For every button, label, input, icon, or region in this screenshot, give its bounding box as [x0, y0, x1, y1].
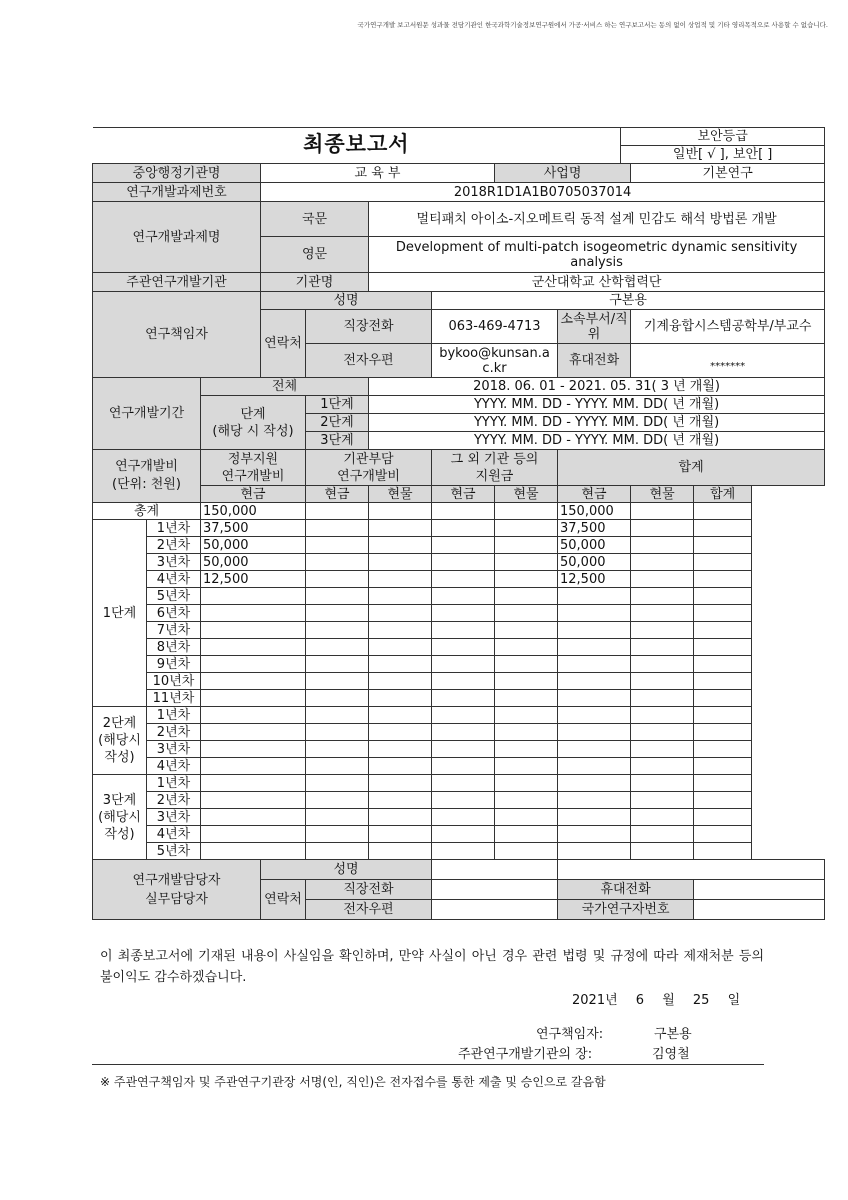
table-cell — [432, 707, 495, 724]
pi-signature-label: 연구책임자: — [536, 1027, 604, 1042]
table-cell — [631, 792, 694, 809]
table-cell — [694, 503, 752, 520]
table-cell — [201, 758, 306, 775]
table-cell: 37,500 — [201, 520, 306, 537]
table-cell — [201, 690, 306, 707]
table-cell — [631, 622, 694, 639]
year-label: 4년차 — [147, 826, 201, 843]
table-cell — [201, 809, 306, 826]
table-cell — [558, 690, 631, 707]
table-cell — [306, 707, 369, 724]
table-cell — [306, 622, 369, 639]
staff-label: 연구개발담당자 실무담당자 — [93, 860, 261, 920]
table-cell — [495, 741, 558, 758]
table-cell — [495, 843, 558, 860]
table-cell — [306, 775, 369, 792]
table-row — [93, 741, 825, 758]
table-row — [93, 622, 825, 639]
table-row — [93, 707, 825, 724]
table-cell — [495, 690, 558, 707]
table-cell — [694, 605, 752, 622]
budget-label: 연구개발비 (단위: 천원) — [93, 450, 201, 503]
table-cell — [694, 588, 752, 605]
table-cell — [306, 690, 369, 707]
table-cell — [201, 707, 306, 724]
period-total-value: 2018. 06. 01 - 2021. 05. 31( 3 년 개월) — [369, 378, 825, 396]
table-cell — [694, 571, 752, 588]
table-cell — [694, 809, 752, 826]
table-cell — [432, 775, 495, 792]
table-cell — [369, 809, 432, 826]
institution-name-value: 군산대학교 산학협력단 — [369, 273, 825, 292]
table-cell — [631, 690, 694, 707]
date-month: 6 월 — [635, 993, 675, 1008]
inst-cash-header: 현금 — [306, 486, 369, 503]
table-cell — [432, 639, 495, 656]
other-cash-header: 현금 — [432, 486, 495, 503]
year-label: 6년차 — [147, 605, 201, 622]
head-signature-label: 주관연구개발기관의 장: — [458, 1047, 593, 1062]
table-cell — [495, 503, 558, 520]
table-cell: 50,000 — [558, 537, 631, 554]
year-label: 11년차 — [147, 690, 201, 707]
table-cell — [369, 605, 432, 622]
table-cell — [369, 690, 432, 707]
table-cell: 37,500 — [558, 520, 631, 537]
pledge-text: 이 최종보고서에 기재된 내용이 사실임을 확인하며, 만약 사실이 아닌 경우 관련 법령 및 규정에 따라 제재처분 등의 불이익도 감수하겠습니다. — [100, 949, 764, 985]
table-cell — [694, 843, 752, 860]
table-cell — [432, 724, 495, 741]
head-signature-name: 김영철 — [652, 1047, 690, 1062]
period-stage-1-label: 1단계 — [306, 396, 369, 414]
table-cell — [694, 792, 752, 809]
table-row — [93, 588, 825, 605]
table-cell — [432, 605, 495, 622]
budget-other-header: 그 외 기관 등의 지원금 — [432, 450, 558, 486]
table-cell — [495, 724, 558, 741]
table-cell — [558, 673, 631, 690]
table-cell — [631, 758, 694, 775]
table-cell — [558, 622, 631, 639]
table-row — [93, 520, 825, 537]
table-cell: 50,000 — [558, 554, 631, 571]
table-cell — [495, 554, 558, 571]
security-level-label: 보안등급 — [621, 128, 825, 146]
table-cell — [306, 520, 369, 537]
table-cell — [694, 724, 752, 741]
table-row — [93, 758, 825, 775]
pi-signature-name: 구본용 — [654, 1027, 692, 1042]
table-cell — [369, 843, 432, 860]
pi-name-value: 구본용 — [432, 292, 825, 310]
table-row — [93, 843, 825, 860]
table-cell — [432, 571, 495, 588]
table-cell — [306, 826, 369, 843]
table-cell — [558, 741, 631, 758]
budget-total-header: 합계 — [558, 450, 825, 486]
table-cell — [495, 775, 558, 792]
table-cell — [631, 520, 694, 537]
table-cell — [201, 622, 306, 639]
table-cell — [631, 707, 694, 724]
table-row — [93, 537, 825, 554]
table-cell — [631, 809, 694, 826]
table-cell — [631, 571, 694, 588]
table-row — [93, 775, 825, 792]
table-cell — [432, 537, 495, 554]
table-cell: 50,000 — [201, 537, 306, 554]
table-cell — [201, 605, 306, 622]
table-cell — [694, 690, 752, 707]
year-label: 9년차 — [147, 656, 201, 673]
table-row — [93, 792, 825, 809]
table-cell — [201, 826, 306, 843]
table-cell — [694, 537, 752, 554]
table-cell — [306, 843, 369, 860]
table-cell: 150,000 — [201, 503, 306, 520]
table-cell — [306, 741, 369, 758]
table-cell — [306, 792, 369, 809]
budget-gov-header: 정부지원 연구개발비 — [201, 450, 306, 486]
task-title-en-label: 영문 — [261, 237, 369, 273]
period-stage-label: 단계 (해당 시 작성) — [201, 396, 306, 450]
pi-mobile-value: ******* — [631, 344, 825, 378]
report-title: 최종보고서 — [93, 128, 621, 164]
gov-cash-header: 현금 — [201, 486, 306, 503]
table-cell — [495, 588, 558, 605]
table-cell — [495, 758, 558, 775]
period-stage-3-label: 3단계 — [306, 432, 369, 450]
table-cell — [558, 656, 631, 673]
table-cell — [558, 639, 631, 656]
other-kind-header: 현물 — [495, 486, 558, 503]
institution-label: 주관연구개발기관 — [93, 273, 261, 292]
pi-label: 연구책임자 — [93, 292, 261, 378]
table-cell — [558, 843, 631, 860]
table-cell — [631, 673, 694, 690]
table-cell — [495, 826, 558, 843]
period-label: 연구개발기간 — [93, 378, 201, 450]
report-date — [572, 989, 740, 1008]
table-cell — [495, 707, 558, 724]
table-cell — [306, 571, 369, 588]
table-cell — [495, 622, 558, 639]
table-cell — [558, 775, 631, 792]
table-cell — [495, 605, 558, 622]
staff-mobile-value — [694, 880, 825, 900]
year-label: 3년차 — [147, 554, 201, 571]
task-number-value: 2018R1D1A1B0705037014 — [261, 183, 825, 202]
table-row — [93, 554, 825, 571]
report-form-table — [92, 127, 825, 920]
table-cell — [306, 588, 369, 605]
table-cell — [631, 741, 694, 758]
program-value: 기본연구 — [631, 164, 825, 183]
pi-dept-value: 기계융합시스템공학부/부교수 — [631, 310, 825, 344]
table-cell — [306, 639, 369, 656]
table-cell: 50,000 — [201, 554, 306, 571]
budget-total-row-label: 총계 — [93, 503, 201, 520]
year-label: 4년차 — [147, 571, 201, 588]
table-cell — [495, 571, 558, 588]
pi-email-value: bykoo@kunsan.ac.kr — [432, 344, 558, 378]
table-cell — [201, 639, 306, 656]
table-cell — [432, 673, 495, 690]
table-cell — [694, 775, 752, 792]
table-row — [93, 605, 825, 622]
table-cell — [306, 554, 369, 571]
table-cell — [432, 503, 495, 520]
table-cell — [369, 571, 432, 588]
table-cell — [369, 826, 432, 843]
table-cell — [201, 673, 306, 690]
table-cell — [495, 792, 558, 809]
table-cell — [201, 775, 306, 792]
table-cell — [694, 673, 752, 690]
table-cell — [306, 537, 369, 554]
table-cell — [631, 826, 694, 843]
footer-divider — [92, 1064, 764, 1065]
agency-value: 교 육 부 — [261, 164, 495, 183]
table-cell — [694, 656, 752, 673]
table-cell — [631, 656, 694, 673]
year-label: 2년차 — [147, 792, 201, 809]
table-row — [93, 809, 825, 826]
table-cell — [306, 809, 369, 826]
staff-office-phone-label: 직장전화 — [306, 880, 432, 900]
table-row — [93, 571, 825, 588]
staff-email-value — [432, 900, 558, 920]
table-cell: 12,500 — [201, 571, 306, 588]
table-cell — [495, 809, 558, 826]
table-cell — [694, 707, 752, 724]
table-cell — [201, 792, 306, 809]
table-cell — [694, 826, 752, 843]
year-label: 10년차 — [147, 673, 201, 690]
task-number-label: 연구개발과제번호 — [93, 183, 261, 202]
table-cell — [432, 843, 495, 860]
table-cell — [201, 588, 306, 605]
table-cell — [432, 809, 495, 826]
table-cell — [432, 588, 495, 605]
table-cell — [432, 758, 495, 775]
staff-researcher-no-label: 국가연구자번호 — [558, 900, 694, 920]
table-cell — [306, 673, 369, 690]
table-cell — [631, 639, 694, 656]
table-row — [93, 639, 825, 656]
pi-office-phone-value: 063-469-4713 — [432, 310, 558, 344]
table-cell — [369, 758, 432, 775]
table-cell — [369, 537, 432, 554]
total-sum-header: 합계 — [694, 486, 752, 503]
table-cell — [306, 656, 369, 673]
table-cell — [631, 588, 694, 605]
table-cell — [369, 520, 432, 537]
table-cell — [694, 741, 752, 758]
year-label: 5년차 — [147, 843, 201, 860]
table-cell — [495, 656, 558, 673]
task-title-en-value: Development of multi-patch isogeometric dynamic sensitivity analysis — [369, 237, 825, 273]
table-cell — [631, 554, 694, 571]
table-cell: 150,000 — [558, 503, 631, 520]
year-label: 1년차 — [147, 775, 201, 792]
table-cell — [694, 520, 752, 537]
staff-mobile-label: 휴대전화 — [558, 880, 694, 900]
table-cell — [694, 639, 752, 656]
table-cell — [558, 605, 631, 622]
table-cell — [432, 792, 495, 809]
copyright-notice: 국가연구개발 보고서원문 성과물 전담기관인 한국과학기술정보연구원에서 가공·서비스 하는 연구보고서는 동의 없이 상업적 및 기타 영리목적으로 사용할 수 없습니다. — [357, 21, 828, 29]
table-cell — [201, 843, 306, 860]
table-cell — [306, 758, 369, 775]
staff-researcher-no-value — [694, 900, 825, 920]
pi-contact-label: 연락처 — [261, 310, 306, 378]
security-level-value: 일반[ √ ], 보안[ ] — [621, 146, 825, 164]
budget-stage-1-label: 1단계 — [93, 520, 147, 707]
staff-office-phone-value — [432, 880, 558, 900]
table-cell — [631, 605, 694, 622]
table-row — [93, 656, 825, 673]
table-cell — [201, 724, 306, 741]
table-cell — [432, 826, 495, 843]
table-cell — [432, 622, 495, 639]
table-cell — [369, 673, 432, 690]
table-cell — [558, 792, 631, 809]
task-title-ko-label: 국문 — [261, 202, 369, 237]
year-label: 4년차 — [147, 758, 201, 775]
table-cell — [201, 656, 306, 673]
period-stage-2-label: 2단계 — [306, 414, 369, 432]
institution-name-label: 기관명 — [261, 273, 369, 292]
table-cell — [369, 622, 432, 639]
staff-name-value — [432, 860, 558, 880]
footnote: ※ 주관연구책임자 및 주관연구기관장 서명(인, 직인)은 전자접수를 통한 제출 및 승인으로 갈음함 — [100, 1075, 606, 1089]
period-stage-3-value: YYYY. MM. DD - YYYY. MM. DD( 년 개월) — [369, 432, 825, 450]
date-day: 25 일 — [692, 993, 741, 1008]
table-cell — [631, 537, 694, 554]
year-label: 8년차 — [147, 639, 201, 656]
table-cell — [306, 605, 369, 622]
budget-stage-2-label: 2단계 (해당시 작성) — [93, 707, 147, 775]
pi-name-label: 성명 — [261, 292, 432, 310]
table-cell — [495, 673, 558, 690]
table-cell — [432, 554, 495, 571]
table-row — [93, 673, 825, 690]
table-cell — [558, 724, 631, 741]
table-cell — [631, 775, 694, 792]
table-cell — [432, 690, 495, 707]
budget-inst-header: 기관부담 연구개발비 — [306, 450, 432, 486]
year-label: 2년차 — [147, 537, 201, 554]
staff-contact-label: 연락처 — [261, 880, 306, 920]
table-cell — [694, 622, 752, 639]
staff-name-extra — [558, 860, 825, 880]
task-title-ko-value: 멀티패치 아이소-지오메트릭 동적 설계 민감도 해석 방법론 개발 — [369, 202, 825, 237]
year-label: 3년차 — [147, 741, 201, 758]
period-total-label: 전체 — [201, 378, 369, 396]
table-cell — [432, 741, 495, 758]
table-cell: 12,500 — [558, 571, 631, 588]
table-cell — [694, 554, 752, 571]
date-year: 2021년 — [572, 993, 618, 1008]
inst-kind-header: 현물 — [369, 486, 432, 503]
year-label: 1년차 — [147, 520, 201, 537]
table-cell — [369, 724, 432, 741]
year-label: 1년차 — [147, 707, 201, 724]
table-cell — [369, 639, 432, 656]
table-cell — [495, 520, 558, 537]
table-cell — [432, 520, 495, 537]
pi-mobile-label: 휴대전화 — [558, 344, 631, 378]
period-stage-2-value: YYYY. MM. DD - YYYY. MM. DD( 년 개월) — [369, 414, 825, 432]
table-cell — [432, 656, 495, 673]
table-cell — [306, 503, 369, 520]
table-cell — [631, 503, 694, 520]
table-cell — [558, 758, 631, 775]
table-row — [93, 724, 825, 741]
table-cell — [369, 588, 432, 605]
table-row — [93, 690, 825, 707]
year-label: 5년차 — [147, 588, 201, 605]
total-kind-header: 현물 — [631, 486, 694, 503]
table-cell — [306, 724, 369, 741]
program-label: 사업명 — [495, 164, 631, 183]
table-cell — [369, 503, 432, 520]
total-cash-header: 현금 — [558, 486, 631, 503]
table-cell — [558, 826, 631, 843]
staff-name-label: 성명 — [261, 860, 432, 880]
budget-stage-3-label: 3단계 (해당시 작성) — [93, 775, 147, 860]
agency-label: 중앙행정기관명 — [93, 164, 261, 183]
year-label: 2년차 — [147, 724, 201, 741]
task-title-label: 연구개발과제명 — [93, 202, 261, 273]
table-cell — [631, 724, 694, 741]
table-cell — [369, 741, 432, 758]
table-cell — [558, 588, 631, 605]
table-cell — [369, 775, 432, 792]
table-cell — [558, 707, 631, 724]
table-cell — [369, 792, 432, 809]
period-stage-1-value: YYYY. MM. DD - YYYY. MM. DD( 년 개월) — [369, 396, 825, 414]
table-cell — [631, 843, 694, 860]
table-cell — [369, 707, 432, 724]
table-cell — [558, 809, 631, 826]
table-cell — [495, 537, 558, 554]
table-cell — [369, 554, 432, 571]
pi-office-phone-label: 직장전화 — [306, 310, 432, 344]
table-cell — [201, 741, 306, 758]
year-label: 7년차 — [147, 622, 201, 639]
table-cell — [495, 639, 558, 656]
year-label: 3년차 — [147, 809, 201, 826]
pi-dept-label: 소속부서/직위 — [558, 310, 631, 344]
staff-email-label: 전자우편 — [306, 900, 432, 920]
table-cell — [694, 758, 752, 775]
table-cell — [369, 656, 432, 673]
pi-email-label: 전자우편 — [306, 344, 432, 378]
table-row — [93, 826, 825, 843]
